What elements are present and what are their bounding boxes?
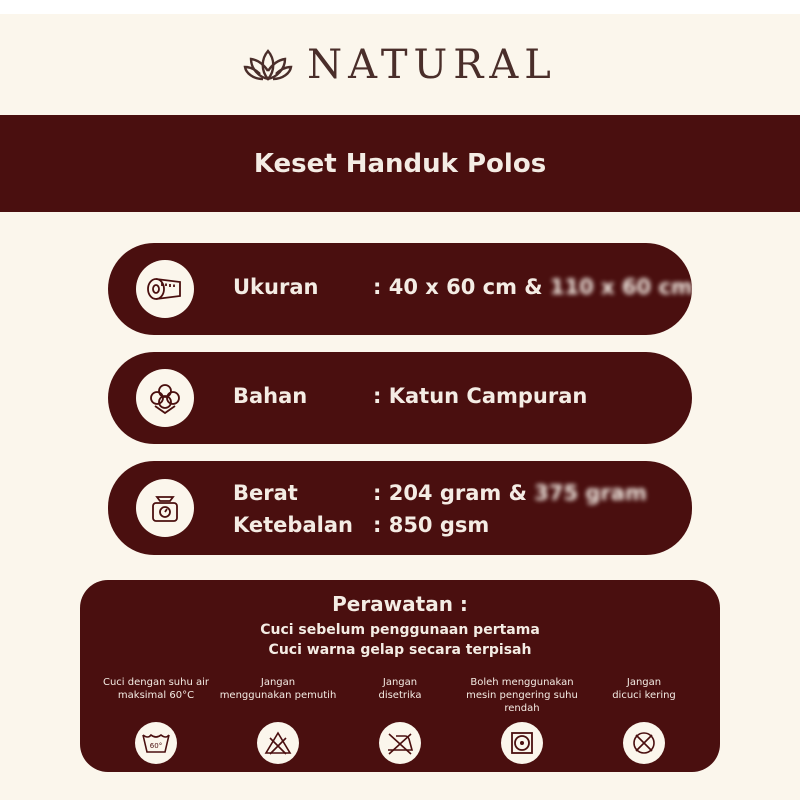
weight-value: : 204 gram & 375 gram [373, 481, 647, 505]
care-item-label: Jangan dicuci kering [612, 677, 676, 701]
spec-material-row [108, 352, 692, 444]
no-dry-clean-icon [623, 722, 665, 764]
care-item-no-bleach [210, 676, 346, 764]
care-item-label: Boleh menggunakan mesin pengering suhu rendah [466, 677, 578, 714]
care-title: Perawatan : [332, 592, 468, 616]
no-bleach-icon [257, 722, 299, 764]
svg-text:60°: 60° [149, 742, 163, 750]
spec-size-row [108, 243, 692, 335]
care-item-label: Jangan disetrika [378, 677, 422, 701]
lotus-icon [243, 45, 293, 85]
care-item-label: Jangan menggunakan pemutih [219, 677, 337, 701]
care-item-no-dry-clean [576, 676, 712, 764]
brand-header [0, 40, 800, 90]
care-line-1: Cuci sebelum penggunaan pertama [260, 622, 540, 638]
material-value: : Katun Campuran [373, 384, 588, 408]
care-item-label: Cuci dengan suhu air maksimal 60°C [102, 677, 210, 701]
size-label: Ukuran [233, 275, 319, 299]
thickness-value: : 850 gsm [373, 513, 490, 537]
size-value-blurred: 110 x 60 cm [549, 275, 693, 299]
tumble-dry-low-icon [501, 722, 543, 764]
care-item-wash [88, 676, 224, 764]
title-band [0, 115, 800, 212]
care-line-2: Cuci warna gelap secara terpisah [268, 642, 532, 658]
top-band [0, 0, 800, 14]
scale-icon [136, 479, 194, 537]
weight-label: Berat [233, 481, 298, 505]
care-section [80, 580, 720, 772]
material-label: Bahan [233, 384, 308, 408]
cotton-icon [136, 369, 194, 427]
spec-weight-row [108, 461, 692, 555]
wash-60-icon [135, 722, 177, 764]
thickness-label: Ketebalan [233, 513, 353, 537]
weight-value-blurred: 375 gram [534, 481, 647, 505]
brand-name: NATURAL [307, 42, 557, 88]
care-item-no-iron [332, 676, 468, 764]
no-iron-icon [379, 722, 421, 764]
measuring-tape-icon [136, 260, 194, 318]
product-title: Keset Handuk Polos [253, 148, 547, 179]
care-item-tumble-dry [454, 676, 590, 764]
size-value: : 40 x 60 cm & 110 x 60 cm [373, 275, 693, 299]
